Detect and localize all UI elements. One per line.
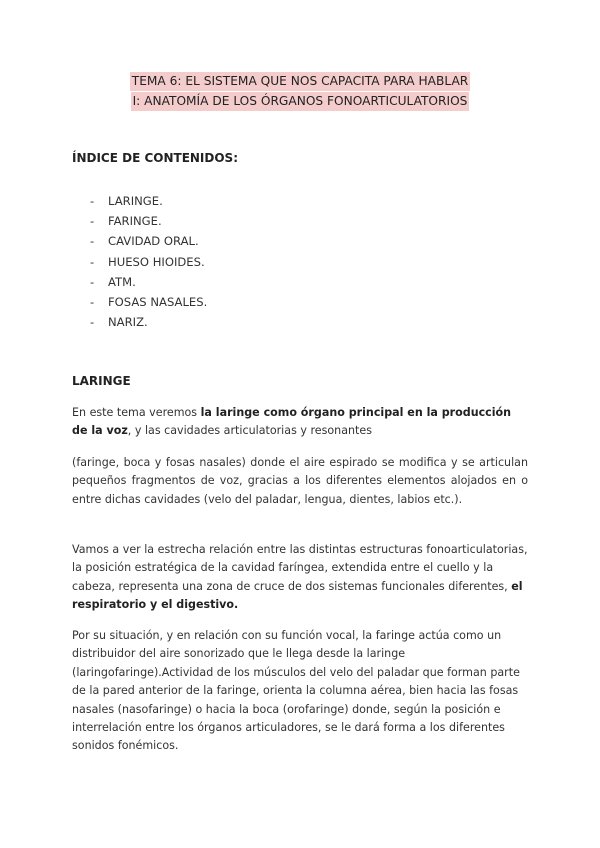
index-heading: ÍNDICE DE CONTENIDOS: [72,151,238,165]
document-title [0,70,600,110]
paragraph-structures [72,541,528,615]
paragraph-cavities: (faringe, boca y fosas nasales) donde el aire espirado se modifica y se articulan pequeños fragmentos de voz, gracias a los diferentes elementos alojados en o entre dichas cavidades (velo del paladar, lengua, dientes, labios etc.). [72,456,528,506]
title-line-2: I: ANATOMÍA DE LOS ÓRGANOS FONOARTICULATORIOS [131,92,470,111]
section-heading-laringe: LARINGE [72,374,131,388]
paragraph-intro-text-a: En este tema veremos [72,406,201,419]
paragraph-faringe-function: Por su situación, y en relación con su función vocal, la faringe actúa como un distribuidor del aire sonorizado que le llega desde la laringe (laringofaringe).Actividad de los músculos del velo del paladar que forman parte de la pared anterior de la faringe, orienta la columna aérea, bien hacia las fosas nasales (nasofaringe) o hacia la boca (orofaringe) donde, según la posición e interrelación entre los órganos articuladores, se le dará forma a los diferentes sonidos fonémicos. [72,629,520,753]
index-item-atm: - ATM. [88,272,207,292]
index-item-faringe: - FARINGE. [88,211,207,231]
index-item-fosas-nasales: - FOSAS NASALES. [88,292,207,312]
paragraph-intro-text-c: , y las cavidades articulatorias y resonantes [127,424,372,438]
index-item-nariz: - NARIZ. [88,312,207,332]
title-line-1: TEMA 6: EL SISTEMA QUE NOS CAPACITA PARA HABLAR [130,72,471,91]
paragraph-structures-bold: el respiratorio y el digestivo. [72,579,523,612]
paragraph-intro-bold: la laringe como órgano principal en la producción de la voz [72,406,512,438]
index-list [88,191,207,332]
paragraph-intro [72,404,528,441]
index-item-hueso-hioides: - HUESO HIOIDES. [88,252,207,272]
paragraph-structures-text: Vamos a ver la estrecha relación entre las distintas estructuras fonoarticulatorias, la posición estratégica de la cavidad faríngea, extendida entre el cuello y la cabeza, representa una zona de cruce de dos sistemas funcionales diferentes, [72,543,528,593]
index-item-cavidad-oral: - CAVIDAD ORAL. [88,231,207,251]
index-item-laringe: - LARINGE. [88,191,207,211]
